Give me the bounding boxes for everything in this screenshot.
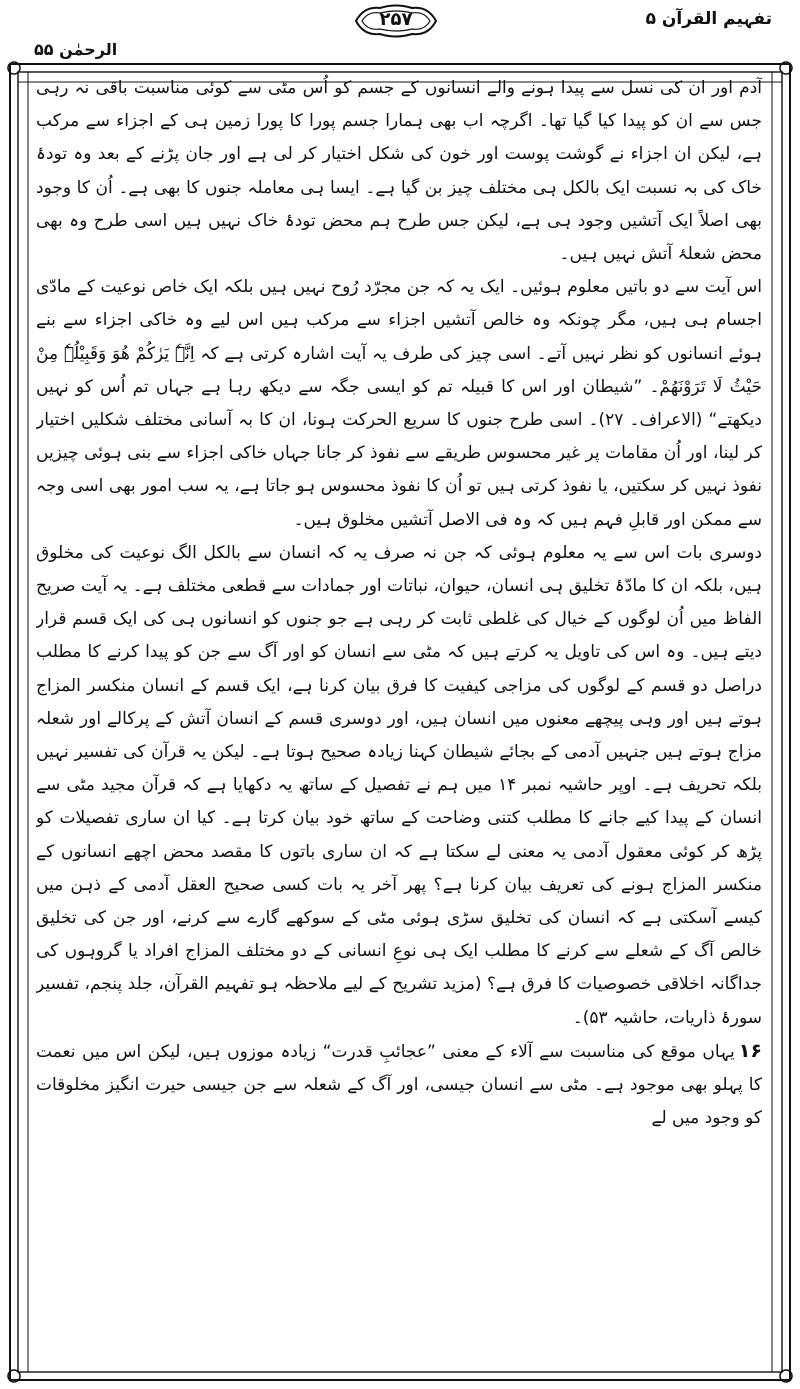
footnote-text: یہاں موقع کی مناسبت سے آلاء کے معنی ”عجائبِ قدرت“ زیادہ موزوں ہیں، لیکن اس میں نعمت کا پہلو بھی موجود ہے۔ مٹی سے انسان جیسی، اور آگ کے شعلہ سے جن جیسی حیرت انگیز مخلوقات کو وجود میں لے	[36, 1041, 762, 1129]
page-header	[0, 0, 800, 59]
surah-reference: الرحمٰن ۵۵	[34, 40, 118, 59]
paragraph-2: اس آیت سے دو باتیں معلوم ہوئیں۔ ایک یہ کہ جن مجرّد رُوح نہیں ہیں بلکہ ایک خاص نوعیت کے مادّی اجسام ہی ہیں، مگر چونکہ وہ خالص آتشیں اجزاء سے مرکب ہیں اس لیے وہ خاکی اجزاء سے بنے ہوئے انسانوں کو نظر نہیں آتے۔ اسی چیز کی طرف یہ آیت اشارہ کرتی ہے کہ اِنَّہٗ یَرٰکُمْ ھُوَ وَقَبِیْلُہٗ مِنْ حَیْثُ لَا تَرَوْنَھُمْ۔ ”شیطان اور اس کا قبیلہ تم کو ایسی جگہ سے دیکھ رہا ہے جہاں تم اُس کو نہیں دیکھتے“ (الاعراف۔ ۲۷)۔ اسی طرح جنوں کا سریع الحرکت ہونا، ان کا بہ آسانی مختلف شکلیں اختیار کر لینا، اور اُن مقامات پر غیر محسوس طریقے سے نفوذ کر جانا جہاں خاکی اجزاء سے بنی ہوئی چیزیں نفوذ نہیں کر سکتیں، یا نفوذ کرتی ہیں تو اُن کا نفوذ محسوس ہو جاتا ہے، یہ سب امور بھی اسی وجہ سے ممکن اور قابلِ فہم ہیں کہ وہ فی الاصل آتشیں مخلوق ہیں۔	[36, 277, 762, 530]
page-body	[36, 72, 762, 1376]
paragraph-3: دوسری بات اس سے یہ معلوم ہوئی کہ جن نہ صرف یہ کہ انسان سے بالکل الگ نوعیت کی مخلوق ہیں، بلکہ ان کا مادّۂ تخلیق ہی انسان، حیوان، نباتات اور جمادات سے قطعی مختلف ہے۔ یہ آیت صریح الفاظ میں اُن لوگوں کے خیال کی غلطی ثابت کر رہی ہے جو جنوں کو انسانوں ہی کی ایک قسم قرار دیتے ہیں۔ وہ اس کی تاویل یہ کرتے ہیں کہ مٹی سے انسان کو اور آگ سے جن کو پیدا کرنے کا مطلب دراصل دو قسم کے لوگوں کی مزاجی کیفیت کا فرق بیان کرنا ہے، ایک قسم کے انسان منکسر المزاج ہوتے ہیں اور وہی پیچھے معنوں میں انسان ہیں، اور دوسری قسم کے انسان آتش کے پرکالے اور شعلہ مزاج ہوتے ہیں جنہیں آدمی کے بجائے شیطان کہنا زیادہ صحیح ہوتا ہے۔ لیکن یہ قرآن کی تفسیر نہیں بلکہ تحریف ہے۔ اوپر حاشیہ نمبر ۱۴ میں ہم نے تفصیل کے ساتھ یہ دکھایا ہے کہ قرآن مجید مٹی سے انسان کے پیدا کیے جانے کا مطلب کتنی وضاحت کے ساتھ خود بیان کرتا ہے۔ کیا ان ساری تفصیلات کو پڑھ کر کوئی معقول آدمی یہ معنی لے سکتا ہے کہ ان ساری باتوں کا مقصد محض اچھے انسانوں کے منکسر المزاج ہونے کی تعریف بیان کرنا ہے؟ پھر آخر یہ بات کسی صحیح العقل آدمی کے ذہن میں کیسے آسکتی ہے کہ انسان کی تخلیق سڑی ہوئی مٹی کے سوکھے گارے سے کرنے، اور جن کی تخلیق خالص آگ کے شعلے سے کرنے کا مطلب ایک ہی نوعِ انسانی کے دو مختلف المزاج افراد یا گروہوں کی جداگانہ اخلاقی خصوصیات کا فرق ہے؟ (مزید تشریح کے لیے ملاحظہ ہو تفہیم القرآن، جلد پنجم، تفسیر سورۂ ذاریات، حاشیہ ۵۳)۔	[36, 542, 762, 1028]
page-number-badge	[350, 2, 442, 40]
page-number: ۲۵۷	[379, 9, 413, 30]
footnote-number: ۱۶	[738, 1039, 762, 1062]
paragraph-1: آدم اور ان کی نسل سے پیدا ہونے والے انسانوں کے جسم کو اُس مٹی سے کوئی مناسبت باقی نہ رہی جس سے ان کو پیدا کیا گیا تھا۔ اگرچہ اب بھی ہمارا جسم پورا کا پورا زمین ہی کے اجزاء سے مرکب ہے، لیکن ان اجزاء نے گوشت پوست اور خون کی شکل اختیار کر لی ہے اور جان پڑنے کے بعد وہ تودۂ خاک کی بہ نسبت ایک بالکل ہی مختلف چیز بن گیا ہے۔ ایسا ہی معاملہ جنوں کا بھی ہے۔ اُن کا وجود بھی اصلاً ایک آتشیں وجود ہی ہے، لیکن جس طرح ہم محض تودۂ خاک نہیں ہیں اسی طرح وہ بھی محض شعلۂ آتش نہیں ہیں۔	[36, 78, 762, 265]
book-title: تفہیم القرآن ۵	[645, 9, 772, 29]
footnote	[36, 1035, 762, 1136]
